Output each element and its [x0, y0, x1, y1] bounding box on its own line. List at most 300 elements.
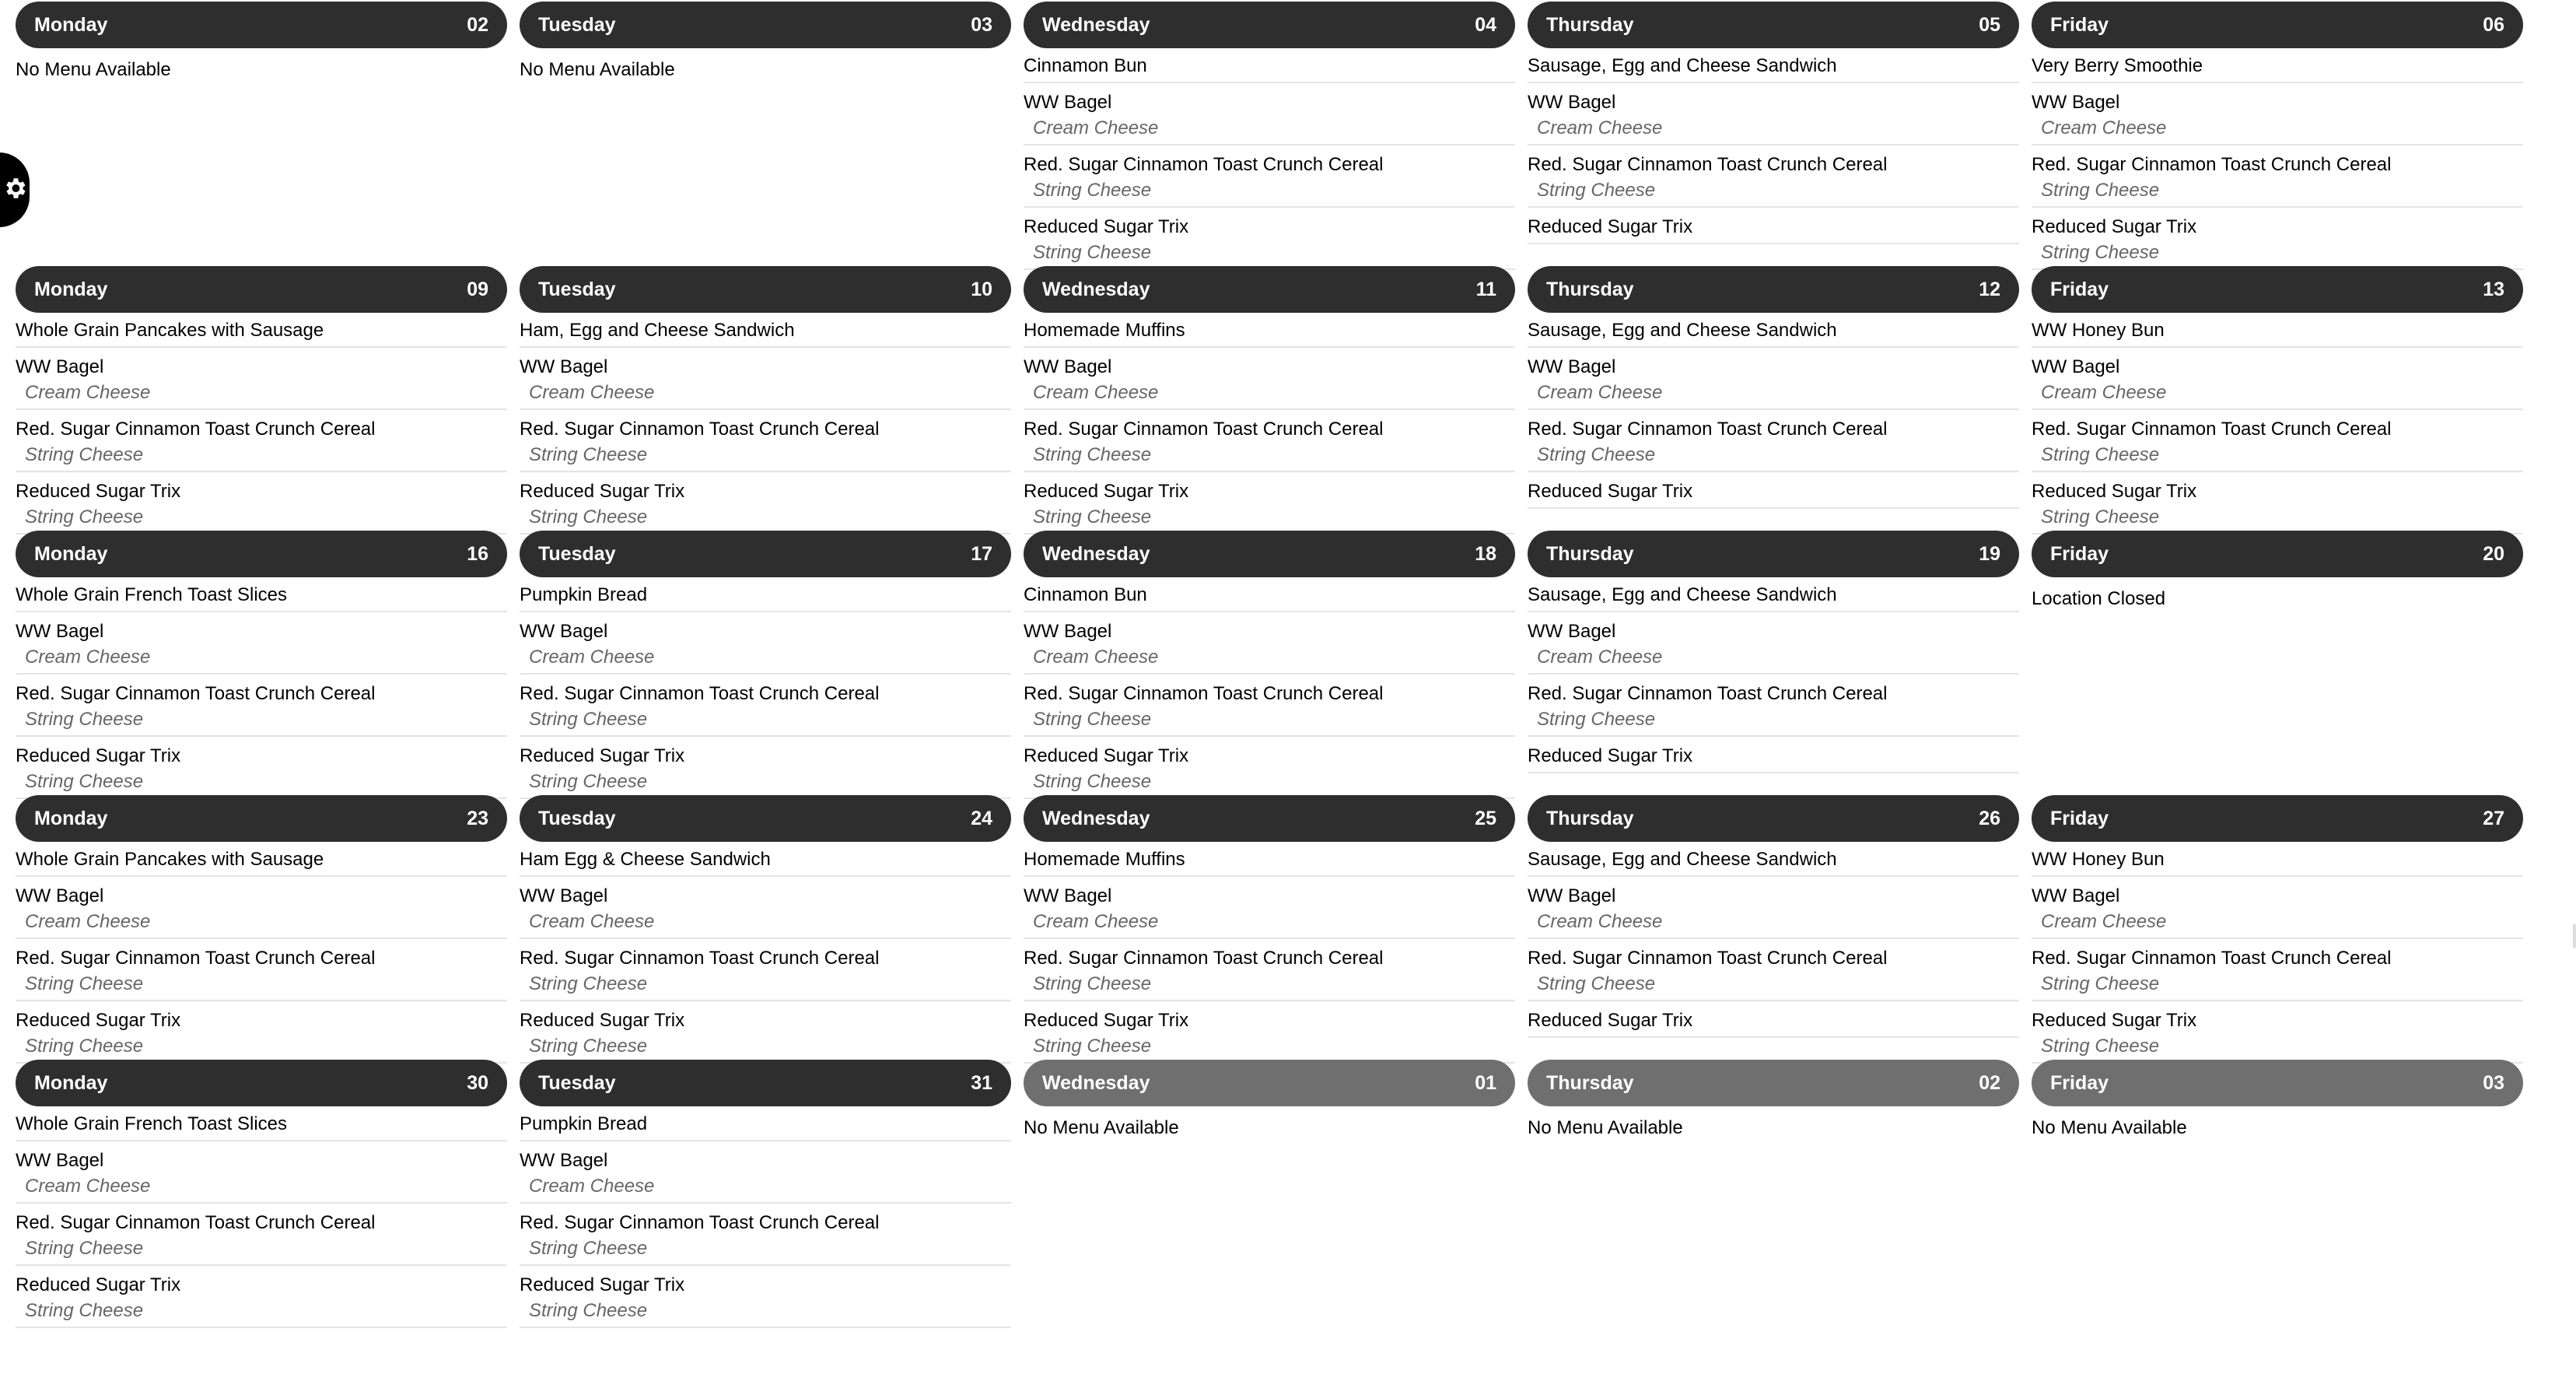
menu-item[interactable]: WW Bagel: [16, 1150, 104, 1171]
menu-side-item[interactable]: Cream Cheese: [529, 1176, 655, 1197]
menu-item-group: [520, 883, 1011, 939]
menu-item[interactable]: Homemade Muffins: [1024, 320, 1185, 341]
menu-item-group: [520, 582, 1011, 612]
day-header[interactable]: [2032, 2, 2523, 48]
menu-item-group: [1024, 89, 1515, 145]
day-header[interactable]: [1528, 1060, 2019, 1106]
menu-side-item[interactable]: Cream Cheese: [1537, 911, 1663, 932]
menu-item-group: [520, 1008, 1011, 1064]
day-header[interactable]: [520, 795, 1011, 842]
menu-item-group: [16, 619, 507, 675]
menu-item[interactable]: WW Bagel: [16, 621, 104, 642]
menu-item[interactable]: WW Bagel: [1528, 92, 1616, 113]
day-name: Thursday: [1546, 1071, 1634, 1094]
menu-side-item[interactable]: String Cheese: [1033, 506, 1152, 528]
menu-item[interactable]: Red. Sugar Cinnamon Toast Crunch Cereal: [1528, 683, 1888, 704]
menu-status-note: No Menu Available: [2032, 1117, 2187, 1138]
menu-item[interactable]: WW Bagel: [520, 356, 608, 377]
menu-item[interactable]: Red. Sugar Cinnamon Toast Crunch Cereal: [520, 948, 880, 969]
menu-side-item[interactable]: String Cheese: [1537, 973, 1656, 994]
day-menu: [1528, 48, 2019, 244]
day-date: 27: [2483, 807, 2504, 829]
menu-item-group: [1528, 478, 2019, 509]
menu-item-group: [520, 846, 1011, 877]
day-name: Friday: [2050, 807, 2109, 829]
menu-item[interactable]: WW Bagel: [1528, 621, 1616, 642]
day-name: Wednesday: [1042, 1071, 1150, 1094]
day-cell: [1528, 1058, 2019, 1338]
day-menu: [2032, 313, 2523, 535]
day-date: 06: [2483, 13, 2504, 36]
day-header[interactable]: [1528, 266, 2019, 313]
menu-side-item[interactable]: Cream Cheese: [1033, 911, 1159, 932]
menu-item-group: [1024, 152, 1515, 208]
menu-side-item[interactable]: Cream Cheese: [25, 911, 151, 932]
menu-item-group: [2032, 883, 2523, 939]
menu-item-group: [520, 1111, 1011, 1141]
menu-item[interactable]: Ham, Egg and Cheese Sandwich: [520, 320, 795, 341]
menu-item-group: [520, 619, 1011, 675]
menu-item-group: [1024, 1008, 1515, 1064]
day-header[interactable]: [1528, 795, 2019, 842]
menu-item[interactable]: Whole Grain Pancakes with Sausage: [16, 849, 324, 870]
menu-item-group: [520, 317, 1011, 348]
menu-item-group: [2032, 416, 2523, 472]
day-date: 13: [2483, 278, 2504, 300]
day-header[interactable]: [520, 266, 1011, 313]
day-name: Friday: [2050, 542, 2109, 565]
day-name: Wednesday: [1042, 278, 1150, 300]
day-date: 12: [1979, 278, 2000, 300]
day-cell: [1528, 794, 2019, 1074]
menu-item-group: [2032, 214, 2523, 270]
menu-status-note: Location Closed: [2032, 588, 2166, 609]
menu-item[interactable]: Reduced Sugar Trix: [520, 745, 685, 766]
menu-item[interactable]: WW Bagel: [16, 356, 104, 377]
day-date: 02: [1979, 1071, 2000, 1094]
menu-item-group: [520, 945, 1011, 1001]
day-header[interactable]: [1024, 531, 1515, 577]
day-date: 19: [1979, 542, 2000, 565]
menu-item-group: [1528, 846, 2019, 877]
day-cell: [1528, 265, 2019, 545]
menu-item[interactable]: Red. Sugar Cinnamon Toast Crunch Cereal: [2032, 419, 2392, 440]
menu-item[interactable]: Red. Sugar Cinnamon Toast Crunch Cereal: [16, 1212, 376, 1233]
menu-item[interactable]: Very Berry Smoothie: [2032, 55, 2203, 76]
menu-side-item[interactable]: Cream Cheese: [25, 382, 151, 403]
menu-item[interactable]: WW Bagel: [520, 621, 608, 642]
menu-item[interactable]: WW Bagel: [2032, 885, 2120, 906]
menu-item-group: [1528, 214, 2019, 244]
day-date: 01: [1475, 1071, 1496, 1094]
menu-side-item[interactable]: Cream Cheese: [1537, 117, 1663, 138]
day-date: 23: [467, 807, 488, 829]
menu-side-item[interactable]: String Cheese: [529, 1238, 648, 1259]
day-name: Wednesday: [1042, 13, 1150, 36]
menu-side-item[interactable]: String Cheese: [2041, 506, 2160, 528]
menu-item-group: [1024, 214, 1515, 270]
menu-item-group: [1528, 883, 2019, 939]
day-cell: [2032, 529, 2523, 809]
menu-side-item[interactable]: String Cheese: [25, 771, 144, 792]
menu-item[interactable]: Red. Sugar Cinnamon Toast Crunch Cereal: [520, 1212, 880, 1233]
menu-item-group: [520, 1272, 1011, 1328]
menu-item-group: [2032, 945, 2523, 1001]
menu-item[interactable]: Reduced Sugar Trix: [2032, 481, 2197, 502]
day-cell: [16, 0, 507, 280]
menu-item-group: [1528, 582, 2019, 612]
day-menu: [2032, 577, 2523, 619]
day-header[interactable]: [2032, 266, 2523, 313]
day-date: 04: [1475, 13, 1496, 36]
menu-item-group: [16, 354, 507, 410]
menu-side-item[interactable]: String Cheese: [25, 506, 144, 528]
menu-side-item[interactable]: String Cheese: [529, 1300, 648, 1321]
day-cell: [1024, 265, 1515, 545]
menu-item-group: [520, 1148, 1011, 1204]
menu-side-item[interactable]: Cream Cheese: [529, 647, 655, 668]
menu-side-item[interactable]: String Cheese: [1537, 709, 1656, 730]
menu-item-group: [16, 1210, 507, 1266]
menu-item[interactable]: Sausage, Egg and Cheese Sandwich: [1528, 320, 1837, 341]
day-menu: [1024, 48, 1515, 270]
menu-item-group: [1024, 53, 1515, 83]
day-header[interactable]: [1024, 2, 1515, 48]
menu-item[interactable]: Red. Sugar Cinnamon Toast Crunch Cereal: [16, 683, 376, 704]
menu-item[interactable]: Cinnamon Bun: [1024, 55, 1147, 76]
menu-side-item[interactable]: Cream Cheese: [1033, 647, 1159, 668]
day-menu: [1528, 1106, 2019, 1148]
menu-item-group: [16, 478, 507, 535]
day-name: Tuesday: [538, 542, 616, 565]
menu-item[interactable]: Reduced Sugar Trix: [1528, 1010, 1693, 1031]
menu-item[interactable]: WW Honey Bun: [2032, 849, 2165, 870]
menu-item-group: [1528, 945, 2019, 1001]
day-cell: [1024, 1058, 1515, 1338]
day-header[interactable]: [16, 266, 507, 313]
menu-item-group: [2032, 53, 2523, 83]
menu-item[interactable]: Red. Sugar Cinnamon Toast Crunch Cereal: [520, 683, 880, 704]
day-menu: [16, 313, 507, 535]
menu-item[interactable]: WW Bagel: [520, 885, 608, 906]
menu-item-group: [1024, 743, 1515, 799]
day-header[interactable]: [1024, 1060, 1515, 1106]
menu-item-group: [1024, 478, 1515, 535]
menu-item-group: [16, 582, 507, 612]
menu-side-item[interactable]: String Cheese: [2041, 444, 2160, 465]
day-cell: [520, 529, 1011, 809]
day-menu: [1528, 313, 2019, 509]
menu-status-note: No Menu Available: [520, 59, 675, 80]
menu-item[interactable]: Reduced Sugar Trix: [520, 481, 685, 502]
menu-item[interactable]: WW Bagel: [1528, 356, 1616, 377]
menu-item-group: [1024, 681, 1515, 737]
day-name: Tuesday: [538, 1071, 616, 1094]
day-menu: [520, 48, 1011, 90]
menu-item-group: [16, 1111, 507, 1141]
day-menu: [16, 1106, 507, 1328]
menu-item-group: [1024, 846, 1515, 877]
menu-item-group: [16, 883, 507, 939]
day-name: Thursday: [1546, 278, 1634, 300]
menu-item[interactable]: Whole Grain French Toast Slices: [16, 1113, 288, 1134]
menu-item[interactable]: WW Bagel: [520, 1150, 608, 1171]
calendar-week: [16, 794, 2528, 1074]
menu-item[interactable]: Red. Sugar Cinnamon Toast Crunch Cereal: [1024, 419, 1384, 440]
menu-side-item[interactable]: String Cheese: [1033, 1036, 1152, 1057]
menu-side-item[interactable]: String Cheese: [1033, 709, 1152, 730]
day-cell: [16, 1058, 507, 1338]
menu-item[interactable]: Reduced Sugar Trix: [2032, 216, 2197, 237]
day-header[interactable]: [2032, 531, 2523, 577]
day-date: 25: [1475, 807, 1496, 829]
menu-item[interactable]: WW Bagel: [1024, 92, 1112, 113]
menu-item[interactable]: WW Bagel: [16, 885, 104, 906]
calendar-week: [16, 529, 2528, 809]
day-cell: [16, 794, 507, 1074]
menu-side-item[interactable]: Cream Cheese: [529, 382, 655, 403]
day-cell: [16, 265, 507, 545]
day-menu: [2032, 842, 2523, 1064]
day-header[interactable]: [1024, 266, 1515, 313]
menu-item[interactable]: Red. Sugar Cinnamon Toast Crunch Cereal: [1024, 154, 1384, 175]
menu-side-item[interactable]: Cream Cheese: [1537, 382, 1663, 403]
menu-side-item[interactable]: String Cheese: [529, 973, 648, 994]
calendar-week: [16, 1058, 2528, 1338]
menu-side-item[interactable]: Cream Cheese: [1537, 647, 1663, 668]
day-name: Tuesday: [538, 807, 616, 829]
menu-item[interactable]: Ham Egg & Cheese Sandwich: [520, 849, 771, 870]
menu-calendar: [16, 0, 2528, 1388]
menu-item[interactable]: Red. Sugar Cinnamon Toast Crunch Cereal: [2032, 948, 2392, 969]
menu-item[interactable]: Red. Sugar Cinnamon Toast Crunch Cereal: [1528, 948, 1888, 969]
menu-item-group: [1528, 152, 2019, 208]
menu-side-item[interactable]: String Cheese: [529, 444, 648, 465]
menu-item-group: [2032, 152, 2523, 208]
menu-item-group: [1024, 945, 1515, 1001]
menu-side-item[interactable]: String Cheese: [529, 506, 648, 528]
menu-side-item[interactable]: Cream Cheese: [1033, 382, 1159, 403]
day-header[interactable]: [16, 1060, 507, 1106]
menu-side-item[interactable]: String Cheese: [1033, 973, 1152, 994]
menu-side-item[interactable]: Cream Cheese: [2041, 911, 2167, 932]
menu-item-group: [2032, 317, 2523, 348]
menu-item[interactable]: Red. Sugar Cinnamon Toast Crunch Cereal: [1528, 419, 1888, 440]
menu-item-group: [1024, 582, 1515, 612]
menu-item-group: [16, 945, 507, 1001]
menu-item[interactable]: Reduced Sugar Trix: [16, 481, 181, 502]
menu-item[interactable]: WW Bagel: [1528, 885, 1616, 906]
day-menu: [1024, 313, 1515, 535]
menu-item-group: [16, 743, 507, 799]
menu-item[interactable]: WW Bagel: [1024, 356, 1112, 377]
menu-side-item[interactable]: String Cheese: [1537, 180, 1656, 201]
menu-item-group: [2032, 846, 2523, 877]
menu-item[interactable]: Reduced Sugar Trix: [16, 1010, 181, 1031]
menu-side-item[interactable]: String Cheese: [25, 1238, 144, 1259]
day-cell: [2032, 0, 2523, 280]
menu-side-item[interactable]: Cream Cheese: [2041, 117, 2167, 138]
menu-item-group: [2032, 478, 2523, 535]
menu-side-item[interactable]: String Cheese: [1033, 771, 1152, 792]
menu-side-item[interactable]: Cream Cheese: [1033, 117, 1159, 138]
menu-item[interactable]: WW Bagel: [2032, 356, 2120, 377]
menu-status-note: No Menu Available: [16, 59, 171, 80]
day-name: Thursday: [1546, 13, 1634, 36]
day-cell: [1528, 529, 2019, 809]
day-date: 10: [971, 278, 992, 300]
menu-side-item[interactable]: String Cheese: [529, 709, 648, 730]
day-date: 18: [1475, 542, 1496, 565]
menu-item-group: [520, 1210, 1011, 1266]
menu-side-item[interactable]: String Cheese: [529, 771, 648, 792]
day-menu: [16, 48, 507, 90]
menu-side-item[interactable]: String Cheese: [2041, 973, 2160, 994]
menu-side-item[interactable]: String Cheese: [1033, 444, 1152, 465]
day-name: Friday: [2050, 13, 2109, 36]
menu-item-group: [1024, 317, 1515, 348]
day-cell: [2032, 265, 2523, 545]
menu-side-item[interactable]: String Cheese: [25, 1036, 144, 1057]
menu-item[interactable]: Reduced Sugar Trix: [16, 745, 181, 766]
day-menu: [1024, 577, 1515, 799]
menu-side-item[interactable]: Cream Cheese: [25, 647, 151, 668]
menu-item[interactable]: Sausage, Egg and Cheese Sandwich: [1528, 55, 1837, 76]
menu-side-item[interactable]: String Cheese: [25, 1300, 144, 1321]
menu-item-group: [16, 317, 507, 348]
menu-item[interactable]: Whole Grain Pancakes with Sausage: [16, 320, 324, 341]
menu-item[interactable]: Homemade Muffins: [1024, 849, 1185, 870]
day-date: 03: [2483, 1071, 2504, 1094]
day-name: Wednesday: [1042, 542, 1150, 565]
menu-item[interactable]: Reduced Sugar Trix: [520, 1274, 685, 1295]
menu-item[interactable]: Red. Sugar Cinnamon Toast Crunch Cereal: [16, 948, 376, 969]
menu-side-item[interactable]: String Cheese: [2041, 1036, 2160, 1057]
menu-item[interactable]: Reduced Sugar Trix: [1024, 745, 1189, 766]
day-date: 31: [971, 1071, 992, 1094]
menu-item-group: [16, 681, 507, 737]
day-menu: [2032, 1106, 2523, 1148]
menu-item[interactable]: Reduced Sugar Trix: [16, 1274, 181, 1295]
day-menu: [1024, 842, 1515, 1064]
day-cell: [1024, 0, 1515, 280]
day-menu: [520, 1106, 1011, 1328]
menu-item[interactable]: Reduced Sugar Trix: [520, 1010, 685, 1031]
menu-item[interactable]: WW Honey Bun: [2032, 320, 2165, 341]
menu-item[interactable]: Pumpkin Bread: [520, 584, 648, 605]
menu-side-item[interactable]: String Cheese: [529, 1036, 648, 1057]
menu-item[interactable]: Red. Sugar Cinnamon Toast Crunch Cereal: [2032, 154, 2392, 175]
menu-item[interactable]: Sausage, Egg and Cheese Sandwich: [1528, 849, 1837, 870]
menu-side-item[interactable]: String Cheese: [1033, 180, 1152, 201]
menu-item-group: [2032, 354, 2523, 410]
menu-item[interactable]: Red. Sugar Cinnamon Toast Crunch Cereal: [16, 419, 376, 440]
day-header[interactable]: [1528, 531, 2019, 577]
menu-side-item[interactable]: String Cheese: [1537, 444, 1656, 465]
day-date: 11: [1475, 278, 1496, 300]
menu-side-item[interactable]: String Cheese: [25, 973, 144, 994]
menu-item[interactable]: Reduced Sugar Trix: [1024, 216, 1189, 237]
day-header[interactable]: [2032, 795, 2523, 842]
menu-item[interactable]: WW Bagel: [1024, 621, 1112, 642]
day-header[interactable]: [520, 531, 1011, 577]
gear-icon: [2, 175, 28, 205]
menu-item-group: [1024, 416, 1515, 472]
day-menu: [16, 842, 507, 1064]
day-date: 20: [2483, 542, 2504, 565]
day-menu: [2032, 48, 2523, 270]
day-name: Tuesday: [538, 278, 616, 300]
menu-side-item[interactable]: Cream Cheese: [529, 911, 655, 932]
scroll-indicator: [2573, 924, 2576, 948]
menu-item[interactable]: Whole Grain French Toast Slices: [16, 584, 288, 605]
menu-side-item[interactable]: String Cheese: [2041, 242, 2160, 263]
day-header[interactable]: [2032, 1060, 2523, 1106]
day-header[interactable]: [1024, 795, 1515, 842]
menu-item[interactable]: Red. Sugar Cinnamon Toast Crunch Cereal: [1024, 948, 1384, 969]
menu-item[interactable]: Cinnamon Bun: [1024, 584, 1147, 605]
day-menu: [1024, 1106, 1515, 1148]
menu-item[interactable]: Red. Sugar Cinnamon Toast Crunch Cereal: [1528, 154, 1888, 175]
menu-side-item[interactable]: Cream Cheese: [25, 1176, 151, 1197]
menu-item-group: [1024, 354, 1515, 410]
menu-item[interactable]: Reduced Sugar Trix: [1528, 745, 1693, 766]
menu-item[interactable]: WW Bagel: [2032, 92, 2120, 113]
day-header[interactable]: [16, 795, 507, 842]
day-name: Thursday: [1546, 807, 1634, 829]
day-header[interactable]: [16, 2, 507, 48]
day-name: Friday: [2050, 278, 2109, 300]
day-menu: [1528, 577, 2019, 773]
menu-status-note: No Menu Available: [1024, 1117, 1179, 1138]
menu-item[interactable]: Reduced Sugar Trix: [1528, 481, 1693, 502]
menu-side-item[interactable]: Cream Cheese: [2041, 382, 2167, 403]
menu-item-group: [2032, 89, 2523, 145]
menu-item[interactable]: Red. Sugar Cinnamon Toast Crunch Cereal: [520, 419, 880, 440]
day-menu: [1528, 842, 2019, 1038]
menu-item[interactable]: Sausage, Egg and Cheese Sandwich: [1528, 584, 1837, 605]
day-name: Monday: [34, 278, 108, 300]
menu-item-group: [1528, 53, 2019, 83]
day-menu: [520, 313, 1011, 535]
menu-item-group: [520, 681, 1011, 737]
day-header[interactable]: [520, 1060, 1011, 1106]
menu-item[interactable]: Reduced Sugar Trix: [1024, 481, 1189, 502]
day-header[interactable]: [16, 531, 507, 577]
menu-side-item[interactable]: String Cheese: [25, 444, 144, 465]
menu-item[interactable]: Reduced Sugar Trix: [1024, 1010, 1189, 1031]
menu-side-item[interactable]: String Cheese: [25, 709, 144, 730]
day-name: Monday: [34, 1071, 108, 1094]
menu-item-group: [16, 1008, 507, 1064]
day-cell: [16, 529, 507, 809]
day-name: Monday: [34, 542, 108, 565]
day-menu: [16, 577, 507, 799]
day-header[interactable]: [1528, 2, 2019, 48]
menu-item-group: [1528, 354, 2019, 410]
menu-item[interactable]: Pumpkin Bread: [520, 1113, 648, 1134]
menu-side-item[interactable]: String Cheese: [2041, 180, 2160, 201]
menu-item-group: [1528, 89, 2019, 145]
menu-item[interactable]: Red. Sugar Cinnamon Toast Crunch Cereal: [1024, 683, 1384, 704]
day-cell: [520, 794, 1011, 1074]
menu-item[interactable]: Reduced Sugar Trix: [1528, 216, 1693, 237]
menu-status-note: No Menu Available: [1528, 1117, 1683, 1138]
day-header[interactable]: [520, 2, 1011, 48]
menu-item[interactable]: WW Bagel: [1024, 885, 1112, 906]
menu-side-item[interactable]: String Cheese: [1033, 242, 1152, 263]
menu-item[interactable]: Reduced Sugar Trix: [2032, 1010, 2197, 1031]
